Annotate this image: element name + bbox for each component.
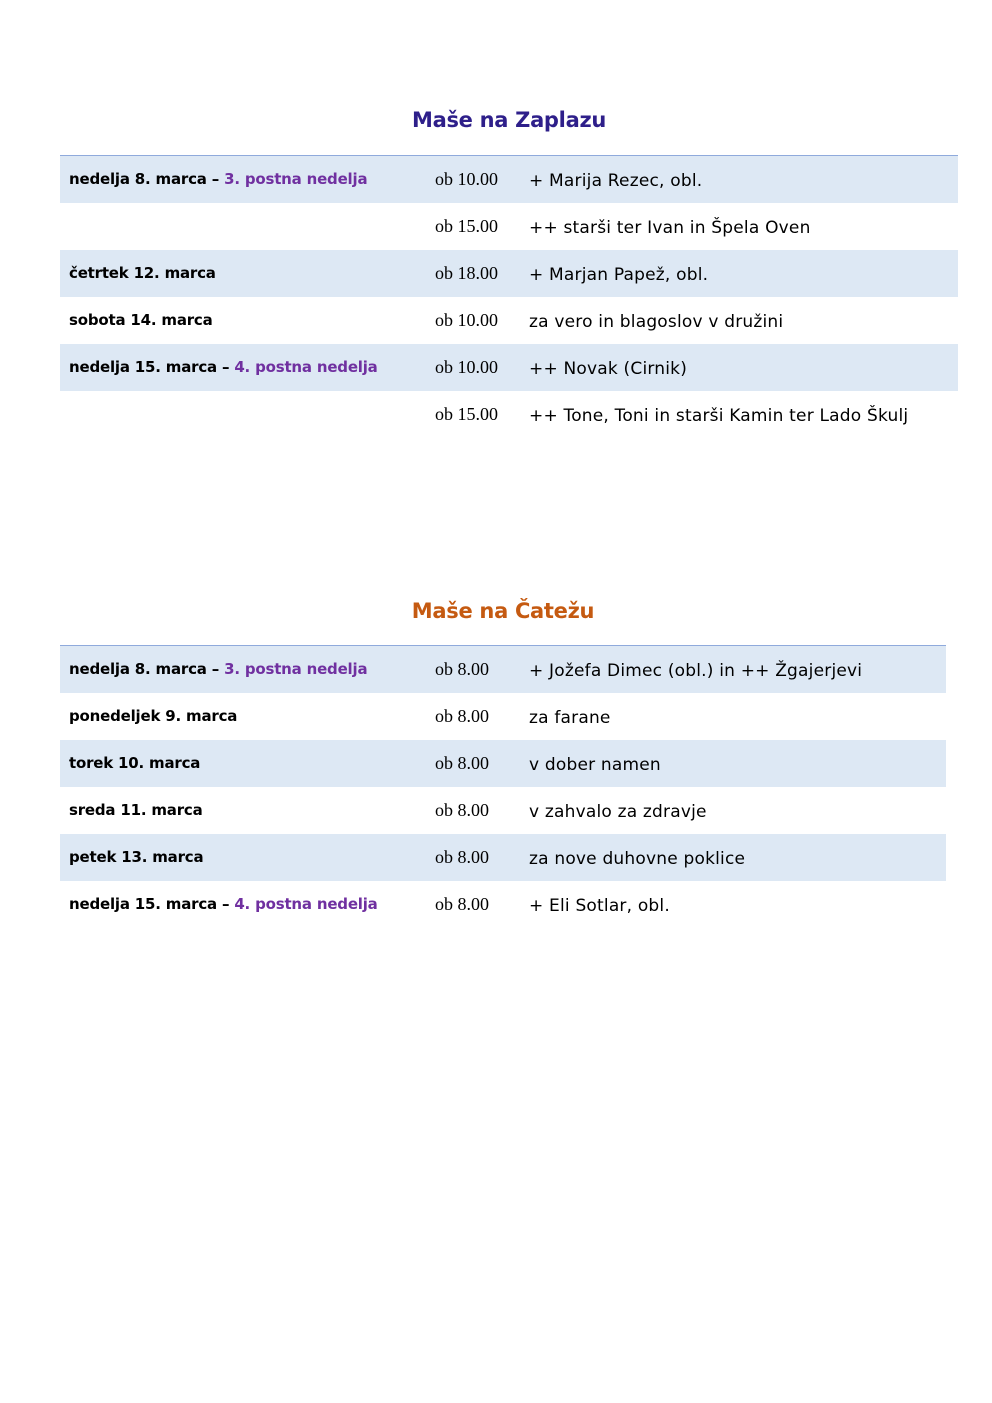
- mass-time: ob 8.00: [435, 894, 489, 914]
- table-row: [60, 156, 958, 203]
- mass-date: [69, 358, 378, 376]
- table-row: [60, 740, 946, 787]
- catez-title: Maše na Čatežu: [411, 599, 595, 623]
- zaplaz-rows: [60, 156, 958, 438]
- table-row: [60, 297, 958, 344]
- mass-time: ob 8.00: [435, 800, 489, 820]
- date-text: ponedeljek 9. marca: [69, 707, 238, 725]
- mass-time: ob 8.00: [435, 753, 489, 773]
- zaplaz-title: Maše na Zaplazu: [411, 108, 607, 132]
- mass-time: ob 10.00: [435, 169, 498, 189]
- feast-name: 4. postna nedelja: [234, 358, 378, 376]
- mass-time: ob 8.00: [435, 847, 489, 867]
- mass-intention: + Marija Rezec, obl.: [529, 171, 703, 191]
- catez-mass-table: [60, 645, 946, 928]
- mass-intention: ++ Tone, Toni in starši Kamin ter Lado Škulj: [529, 406, 909, 426]
- catez-rows: [60, 646, 946, 928]
- mass-time: ob 18.00: [435, 263, 498, 283]
- date-dash: –: [216, 358, 235, 376]
- mass-time: ob 8.00: [435, 659, 489, 679]
- mass-time: ob 15.00: [435, 404, 498, 424]
- table-row: [60, 646, 946, 693]
- date-dash: –: [206, 660, 225, 678]
- date-dash: –: [216, 895, 235, 913]
- table-row: [60, 391, 958, 438]
- mass-time: ob 10.00: [435, 310, 498, 330]
- table-row: [60, 881, 946, 928]
- mass-date: [69, 660, 367, 678]
- table-row: [60, 344, 958, 391]
- date-dash: –: [206, 170, 225, 188]
- mass-date: [69, 754, 200, 772]
- table-row: [60, 693, 946, 740]
- table-row: [60, 203, 958, 250]
- table-row: [60, 787, 946, 834]
- date-text: nedelja 8. marca: [69, 660, 207, 678]
- mass-intention: + Eli Sotlar, obl.: [529, 896, 670, 916]
- mass-date: [69, 311, 213, 329]
- mass-date: [69, 848, 203, 866]
- mass-time: ob 10.00: [435, 357, 498, 377]
- date-text: četrtek 12. marca: [69, 264, 216, 282]
- feast-name: 3. postna nedelja: [224, 170, 368, 188]
- date-text: sobota 14. marca: [69, 311, 213, 329]
- table-row: [60, 250, 958, 297]
- feast-name: 3. postna nedelja: [224, 660, 368, 678]
- feast-name: 4. postna nedelja: [234, 895, 378, 913]
- mass-date: [69, 264, 216, 282]
- mass-intention: za vero in blagoslov v družini: [529, 312, 784, 332]
- date-text: petek 13. marca: [69, 848, 204, 866]
- table-row: [60, 834, 946, 881]
- zaplaz-mass-table: [60, 155, 958, 438]
- date-text: nedelja 15. marca: [69, 358, 217, 376]
- mass-intention: v dober namen: [529, 755, 661, 775]
- mass-intention: + Jožefa Dimec (obl.) in ++ Žgajerjevi: [529, 661, 863, 681]
- mass-intention: ++ Novak (Cirnik): [529, 359, 688, 379]
- mass-intention: v zahvalo za zdravje: [529, 802, 707, 822]
- date-text: sreda 11. marca: [69, 801, 203, 819]
- mass-intention: za farane: [529, 708, 611, 728]
- mass-date: [69, 801, 203, 819]
- mass-intention: ++ starši ter Ivan in Špela Oven: [529, 218, 811, 238]
- mass-date: [69, 707, 237, 725]
- mass-intention: za nove duhovne poklice: [529, 849, 746, 869]
- mass-intention: + Marjan Papež, obl.: [529, 265, 709, 285]
- mass-date: [69, 895, 378, 913]
- mass-time: ob 8.00: [435, 706, 489, 726]
- date-text: nedelja 15. marca: [69, 895, 217, 913]
- date-text: torek 10. marca: [69, 754, 201, 772]
- mass-time: ob 15.00: [435, 216, 498, 236]
- date-text: nedelja 8. marca: [69, 170, 207, 188]
- mass-date: [69, 170, 367, 188]
